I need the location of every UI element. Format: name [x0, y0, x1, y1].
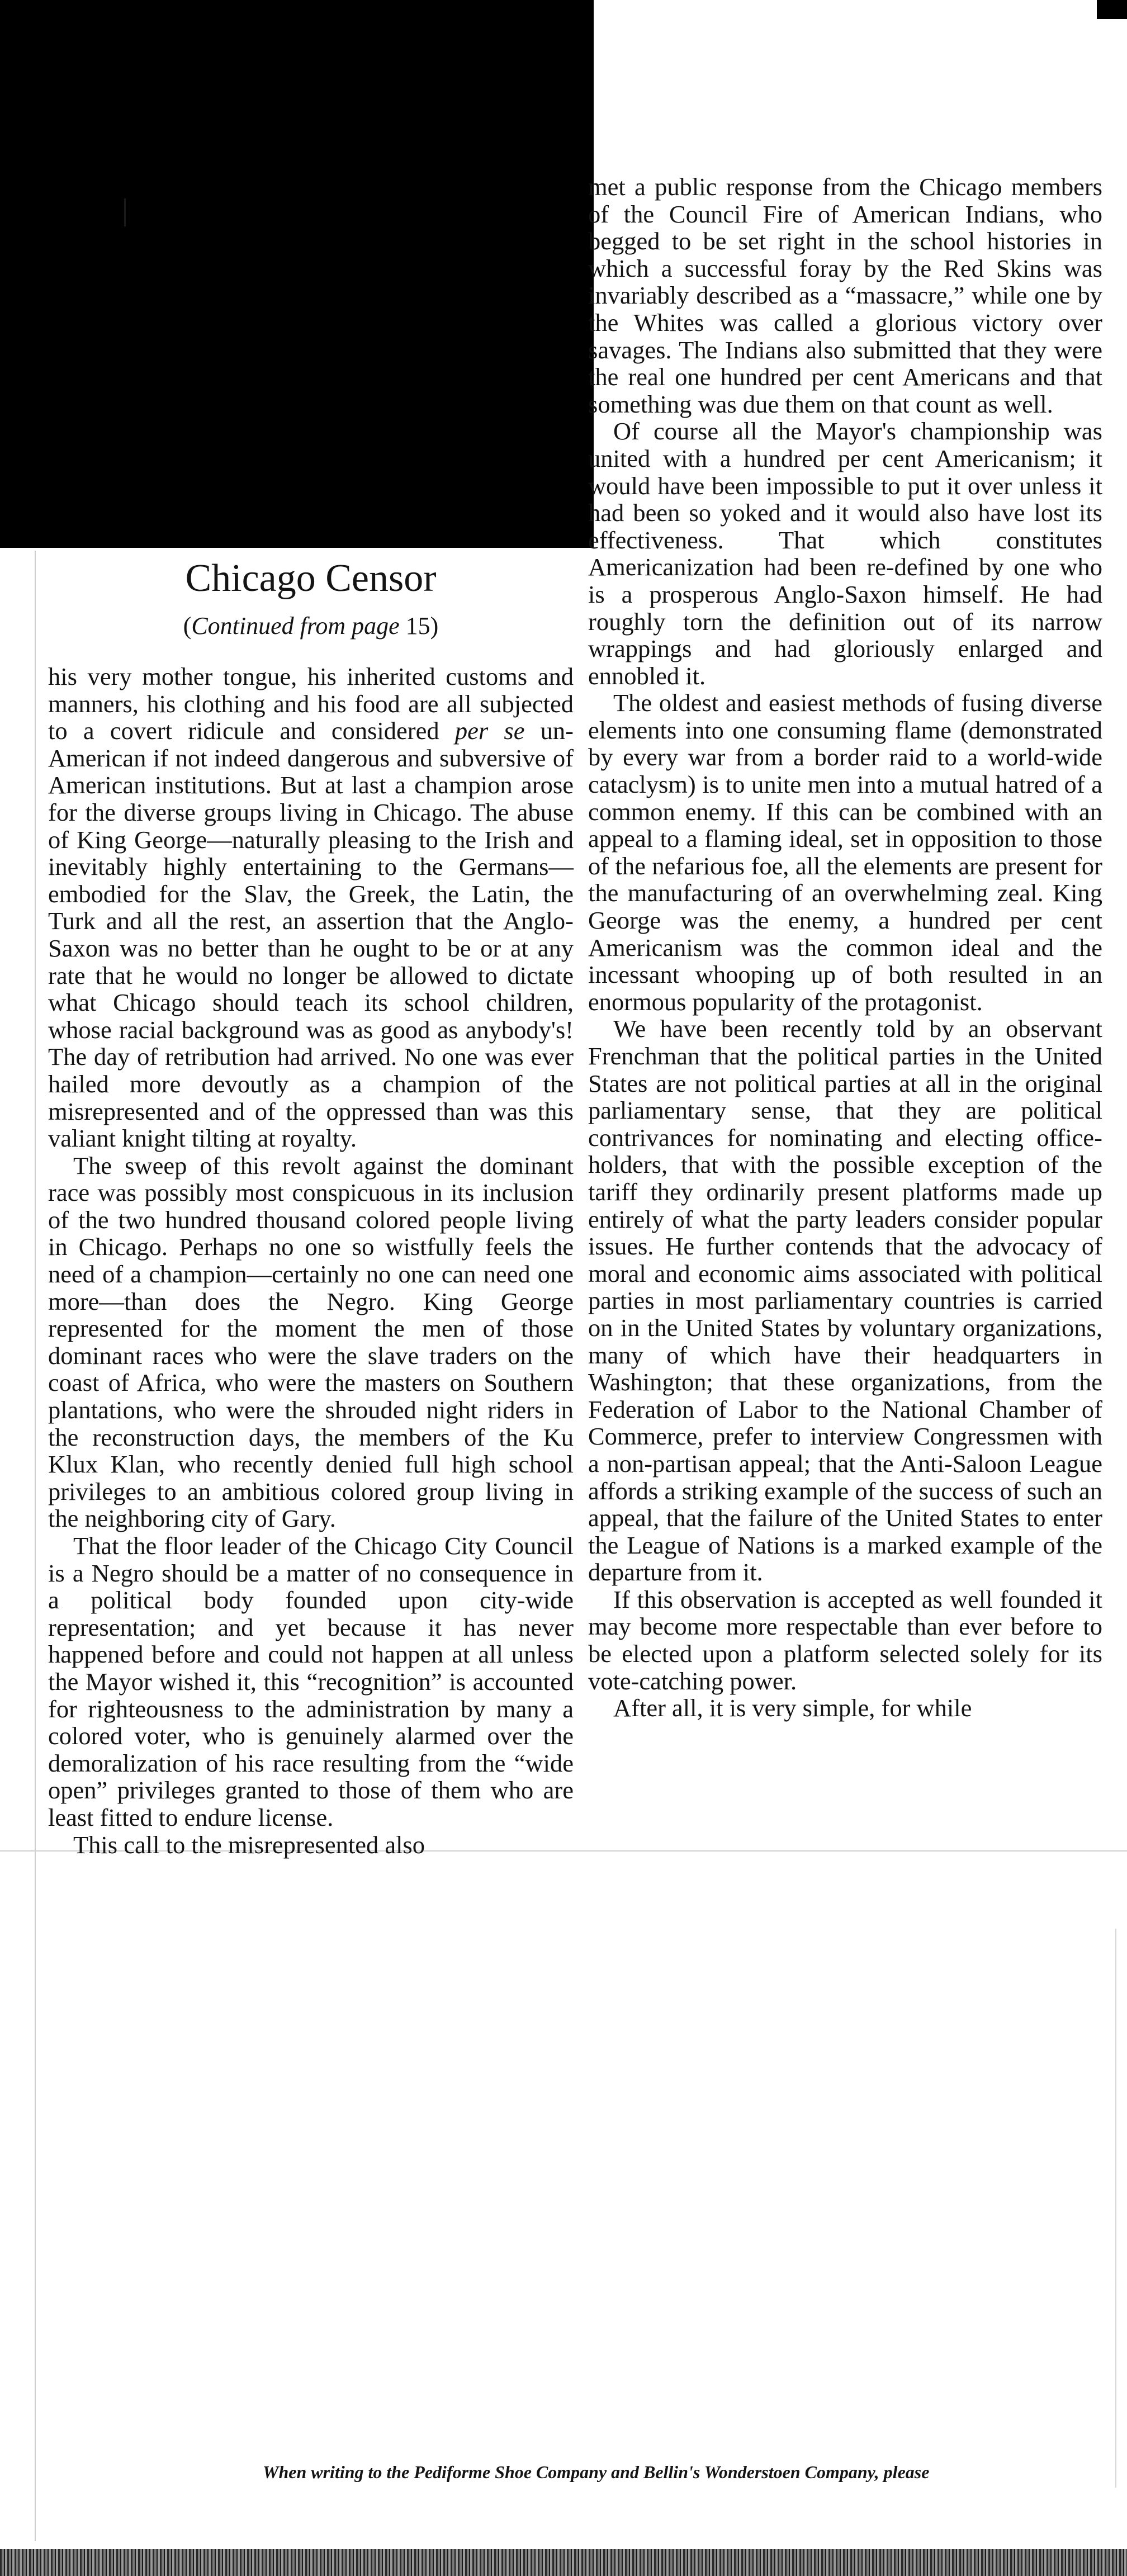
right-paragraph-6: After all, it is very simple, for while — [613, 1694, 972, 1722]
right-paragraph-3: The oldest and easiest methods of fusing diverse elements into one consuming flame (demonstrated by every war from a border raid to a world-wide cataclysm) is to unite men into a mutual hatred of a common enemy. If this can be combined with an appeal to a flaming ideal, set in opposition to those of the nefarious foe, all the elements are present for the manufacturing of an overwhelming zeal. King George was the enemy, a hundred per cent Americanism was the common ideal and the incessant whooping up of both resulted in an enormous popularity of the protagonist. — [588, 689, 1102, 1016]
left-paragraph-2: The sweep of this revolt against the dominant race was possibly most conspicuous in its inclusion of the two hundred thousand colored people living in Chicago. Perhaps no one so wistfully feels the need of a champion—certainly no one can need one more—than does the Negro. King George represented for the moment the men of those dominant races who were the slave traders on the coast of Africa, who were the masters on Southern plantations, who were the shrouded night riders in the reconstruction days, the members of the Ku Klux Klan, who recently denied full high school privileges to an ambitious colored group living in the neighboring city of Gary. — [48, 1151, 574, 1533]
continued-close-paren: ) — [430, 612, 439, 640]
left-paragraph-1-end: un-American if not indeed dangerous and subversive of American institutions. But at last a champion arose for the diverse groups living in Chicago. The abuse of King George—naturally pleasing to the Irish and inevitably highly entertaining to the Germans—embodied for the Slav, the Greek, the Latin, the Turk and all the rest, an assertion that the Anglo-Saxon was no better than he ought to be or at any rate that he would no longer be allowed to dictate what Chicago should teach its school children, whose racial background was as good as anybody's! The day of retribution had arrived. No one was ever hailed more devoutly as a champion of the misrepresented and of the oppressed than was this valiant knight tilting at royalty. — [48, 717, 574, 1153]
left-paragraph-1-start: his very mother tongue, his inherited customs and manners, his clothing and his food are all subjected to a covert ridicule and considered — [48, 662, 574, 745]
right-paragraph-5: If this observation is accepted as well founded it may become more respectable than ever before to be elected upon a platform selected solely for its vote-catching power. — [588, 1585, 1102, 1695]
scan-speck — [124, 198, 129, 226]
left-paragraph-1-italic: per se — [454, 717, 525, 745]
left-margin-rule — [35, 551, 36, 2541]
right-paragraph-1: met a public response from the Chicago members of the Council Fire of American Indians, who begged to be set right in the school histories in which a successful foray by the Red Skins was invariably described as a “massacre,” while one by the Whites was called a glorious victory over savages. The Indians also submitted that they were the real one hundred per cent Americans and that something was due them on that count as well. — [588, 173, 1102, 418]
left-column — [48, 663, 574, 1858]
article-title: Chicago Censor — [185, 557, 437, 600]
left-paragraph-4: This call to the misrepresented also — [73, 1830, 425, 1859]
continued-text: Continued from page — [191, 612, 400, 640]
right-paragraph-2: Of course all the Mayor's championship was united with a hundred per cent Americanism; it would have been impossible to put it over unless it had been so yoked and it would also have lost its effectiveness. That which constitutes Americanization had been re-defined by one who is a prosperous Anglo-Saxon himself. He had roughly torn the definition out of its narrow wrappings and had gloriously enlarged and ennobled it. — [588, 417, 1102, 690]
continued-note — [48, 609, 574, 643]
left-paragraph-3: That the floor leader of the Chicago City Council is a Negro should be a matter of no consequence in a political body founded upon city-wide representation; and yet because it has never happened before and could not happen at all unless the Mayor wished it, this “recognition” is accounted for righteousness to the administration by many a colored voter, who is genuinely alarmed over the demoralization of his race resulting from the “wide open” privileges granted to those of them who are least fitted to endure license. — [48, 1532, 574, 1831]
right-margin-rule — [1115, 1929, 1116, 2488]
left-paragraph-1 — [48, 663, 574, 1152]
right-column — [588, 173, 1102, 1722]
scan-bottom-edge — [0, 2549, 1127, 2576]
black-scan-block — [0, 0, 594, 548]
continued-open-paren: ( — [183, 612, 192, 640]
right-paragraph-4: We have been recently told by an observant Frenchman that the political parties in the United States are not political parties at all in the original parliamentary sense, that they are political contrivances for nominating and electing office-holders, that with the possible exception of the tariff they ordinarily present platforms made up entirely of what the party leaders consider popular issues. He further contends that the advocacy of moral and economic aims associated with political parties in most parliamentary countries is carried on in the United States by voluntary organizations, many of which have their headquarters in Washington; that these organizations, from the Federation of Labor to the National Chamber of Commerce, prefer to interview Congressmen with a non-partisan appeal; that the Anti-Saloon League affords a striking example of the success of such an appeal, that the failure of the United States to enter the League of Nations is a marked example of the departure from it. — [588, 1015, 1102, 1587]
scan-corner-mark — [1097, 0, 1127, 19]
footer-advertiser-notice: When writing to the Pediforme Shoe Company and Bellin's Wonderstoen Company, please — [263, 2462, 930, 2482]
continued-page-number: 15 — [405, 612, 430, 640]
